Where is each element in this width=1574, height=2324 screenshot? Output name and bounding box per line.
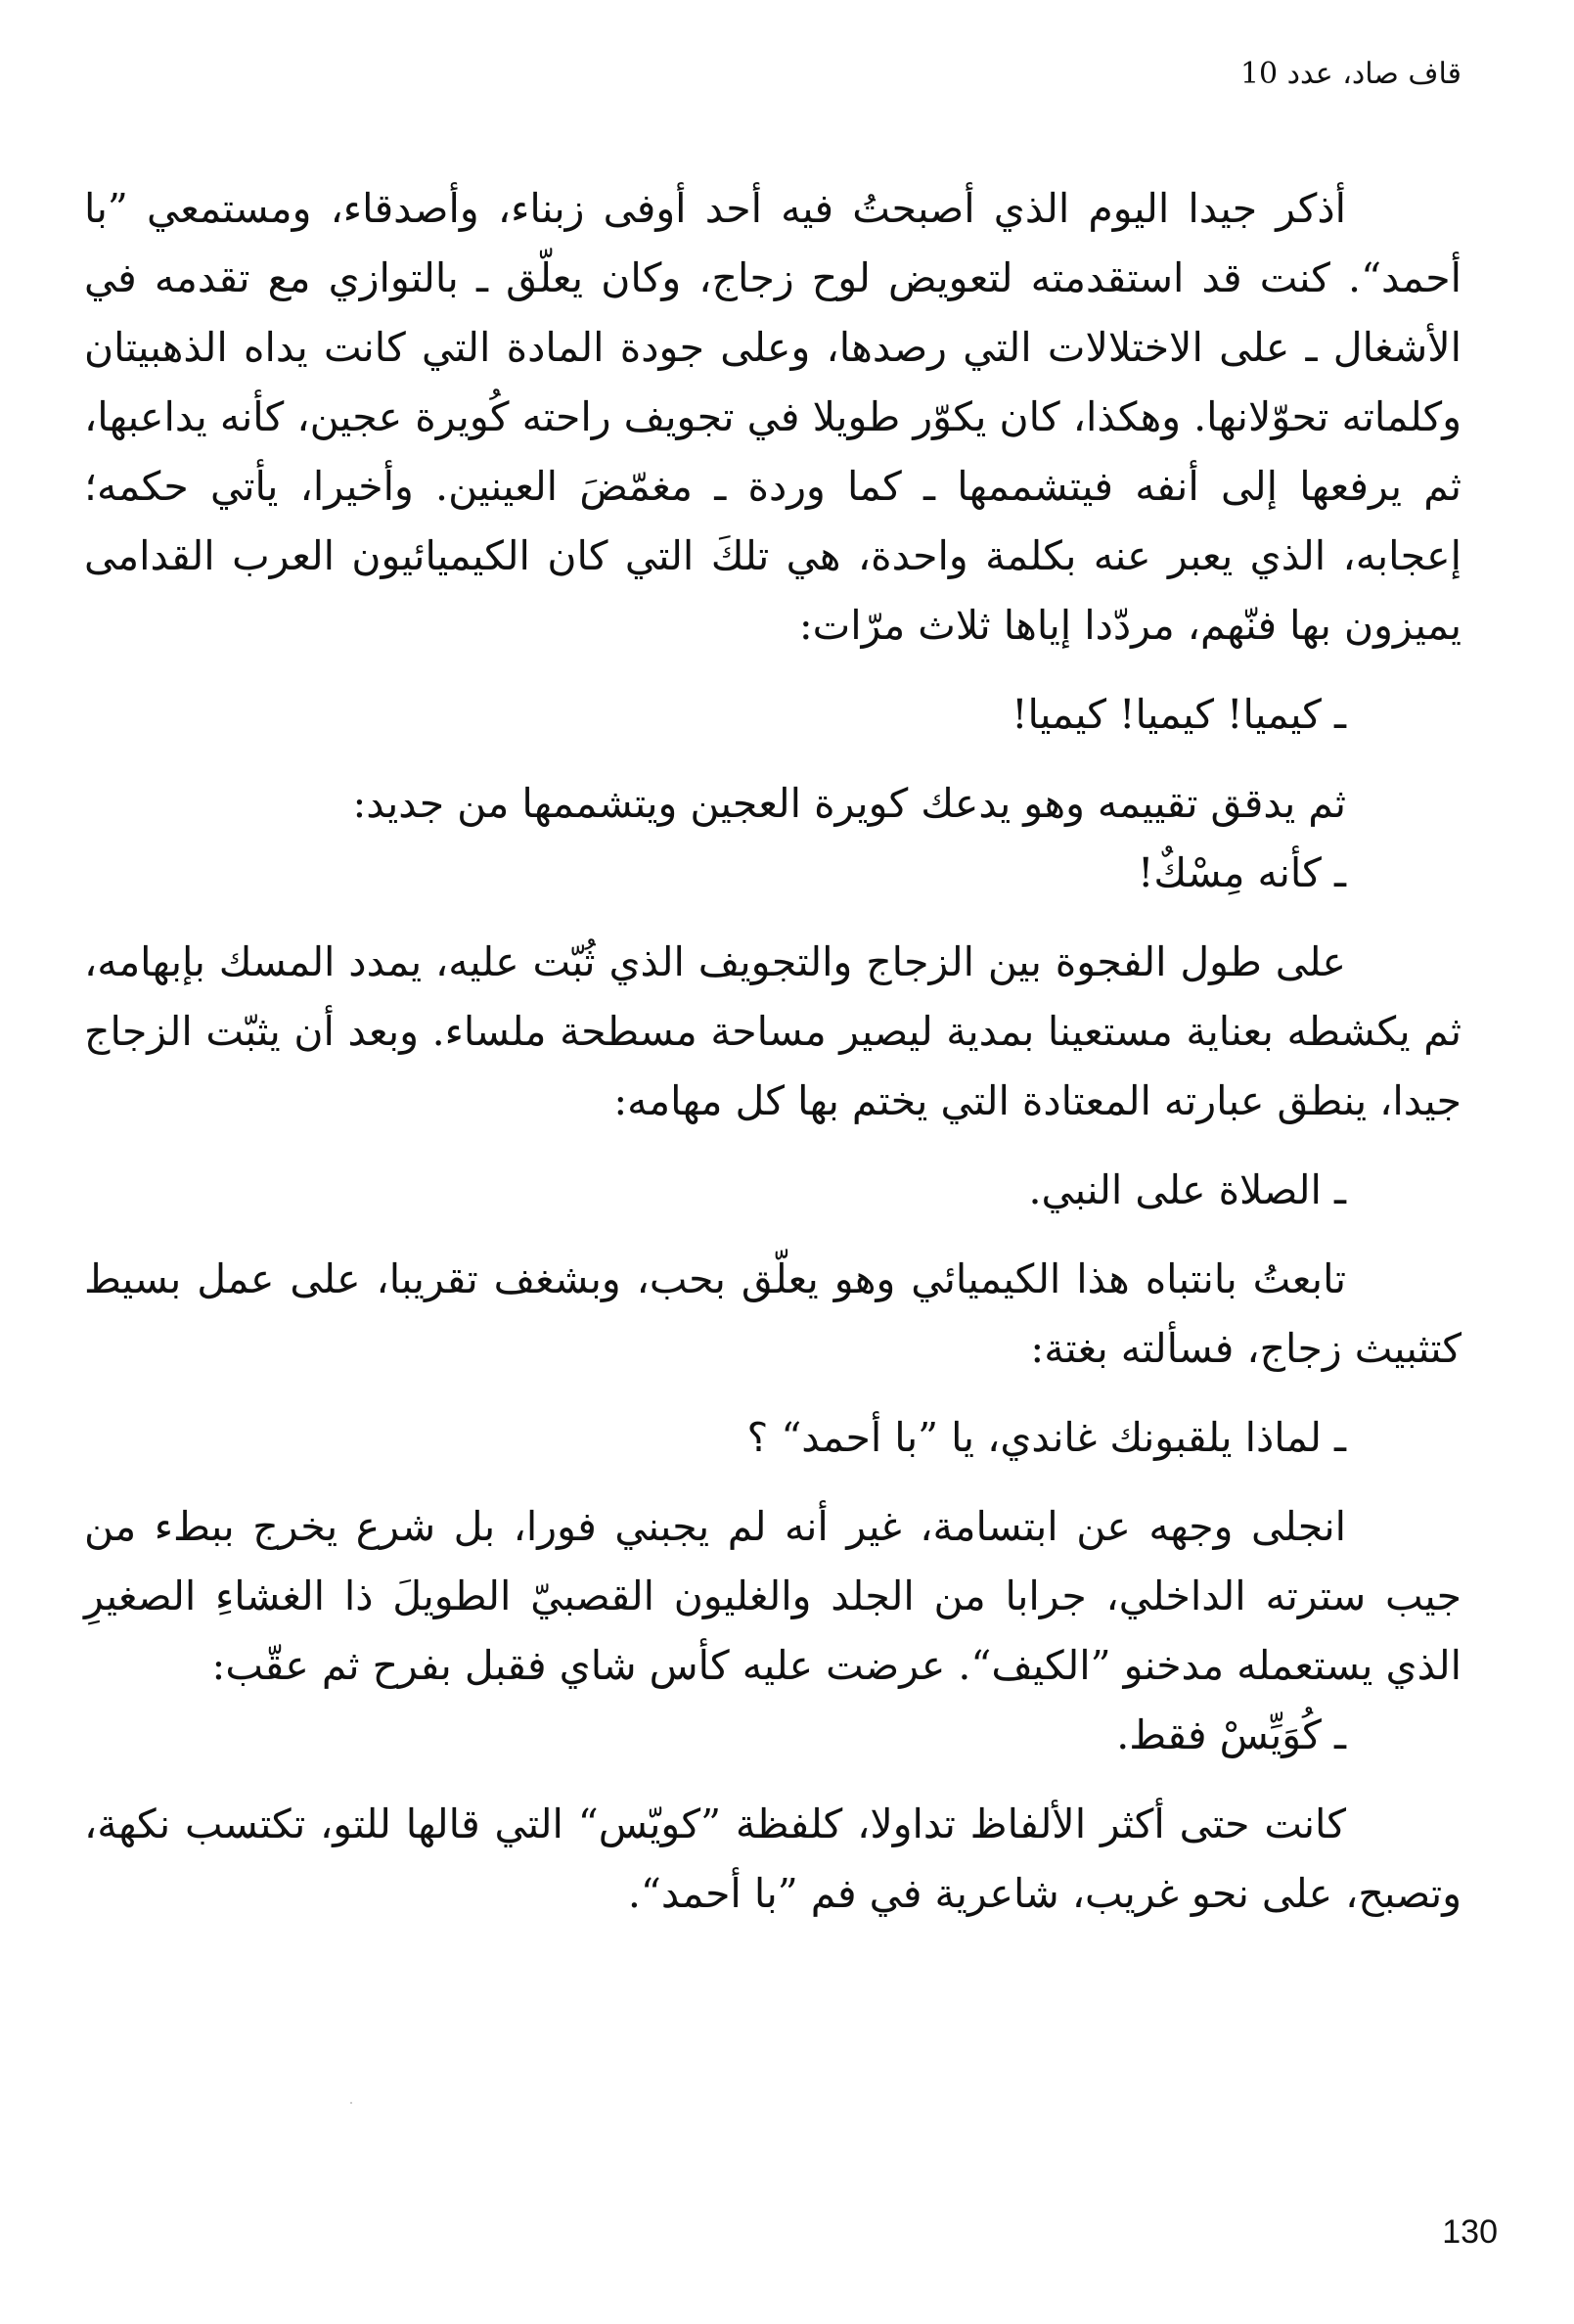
paragraph-3: على طول الفجوة بين الزجاج والتجويف الذي ثُبّت عليه، يمدد المسك بإبهامه، ثم يكشطه بعناية مستعينا بمدية ليصير مساحة مسطحة ملساء. وبعد أن يثبّت الزجاج جيدا، ينطق عبارته المعتادة التي يختم بها كل مهامه: xyxy=(84,938,1462,1124)
dialogue-salat: ـ الصلاة على النبي. xyxy=(1028,1166,1346,1213)
page-number: 130 xyxy=(1442,2213,1498,2251)
dialogue-question: ـ لماذا يلقبونك غاندي، يا ”با أحمد“ ؟ xyxy=(746,1414,1346,1461)
paragraph-2: ثم يدقق تقييمه وهو يدعك كويرة العجين ويتشممها من جديد: xyxy=(352,780,1346,827)
running-header: قاف صاد، عدد 10 xyxy=(1239,57,1462,91)
dialogue-kwayyis: ـ كُوَيِّسْ فقط. xyxy=(1116,1711,1346,1758)
dialogue-musk: ـ كأنه مِسْكٌ! xyxy=(1137,849,1346,896)
paragraph-4: تابعتُ بانتباه هذا الكيميائي وهو يعلّق بحب، وبشغف تقريبا، على عمل بسيط كتثبيث زجاج، فسألته بغتة: xyxy=(84,1255,1462,1372)
paragraph-6: كانت حتى أكثر الألفاظ تداولا، كلفظة ”كويّس“ التي قالها للتو، تكتسب نكهة، وتصبح، على نحو غريب، شاعرية في فم ”با أحمد“. xyxy=(84,1800,1462,1917)
paragraph-5: انجلى وجهه عن ابتسامة، غير أنه لم يجبني فورا، بل شرع يخرج ببطء من جيب سترته الداخلي، جرابا من الجلد والغليون القصبيّ الطويلَ ذا الغشاءِ الصغيرِ الذي يستعمله مدخنو ”الكيف“. عرضت عليه كأس شاي فقبل بفرح ثم عقّب: xyxy=(84,1503,1462,1689)
article-body xyxy=(84,174,1462,1929)
dialogue-kimiya: ـ كيميا! كيميا! كيميا! xyxy=(1012,691,1346,738)
scan-speck xyxy=(350,2102,352,2104)
paragraph-1: أذكر جيدا اليوم الذي أصبحتُ فيه أحد أوفى زبناء، وأصدقاء، ومستمعي ”با أحمد“. كنت قد استقدمته لتعويض لوح زجاج، وكان يعلّق ـ بالتوازي مع تقدمه في الأشغال ـ على الاختلالات التي رصدها، وعلى جودة المادة التي كانت يداه الذهبيتان وكلماته تحوّلانها. وهكذا، كان يكوّر طويلا في تجويف راحته كُويرة عجين، كأنه يداعبها، ثم يرفعها إلى أنفه فيتشممها ـ كما وردة ـ مغمّضَ العينين. وأخيرا، يأتي حكمه؛ إعجابه، الذي يعبر عنه بكلمة واحدة، هي تلكَ التي كان الكيميائيون العرب القدامى يميزون بها فنّهم، مردّدا إياها ثلاث مرّات: xyxy=(84,185,1462,649)
